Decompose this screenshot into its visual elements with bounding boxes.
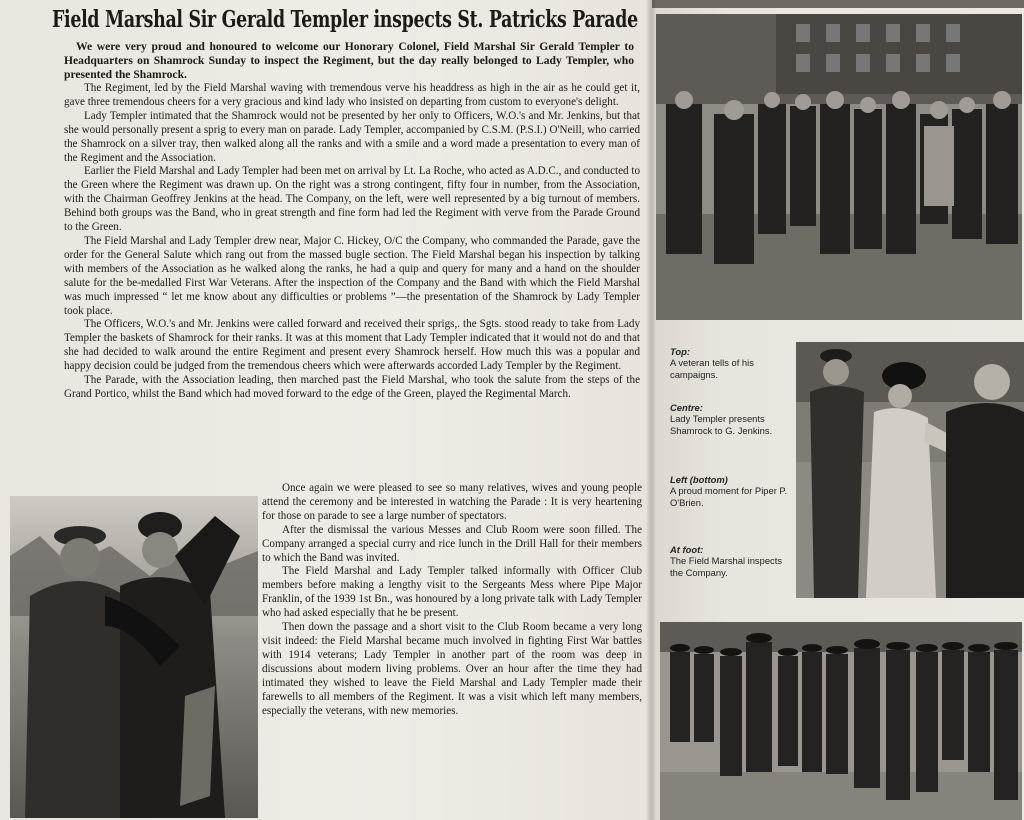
paragraph: Once again we were pleased to see so many relatives, wives and young people attend the ceremony and be interested in watching the Parade : It is very heartening for those on parade to see a large number of spectators. [262,482,642,522]
caption-text: A veteran tells of his campaigns. [670,357,754,380]
photo-company-inspection [660,622,1022,820]
caption-label: Centre: [670,402,703,413]
intro-text: We were very proud and honoured to welcome our Honorary Colonel, Field Marshal Sir Gerald Templer to Headquarters on Shamrock Sunday to inspect the Regiment, but the day really belonged to Lady Templer, who presented the Shamrock. [64,40,634,81]
paragraph: Earlier the Field Marshal and Lady Templer had been met on arrival by Lt. La Roche, who acted as A.D.C., and conducted to the Green where the Regiment was drawn up. On the right was a strong contingent, fifty four in number, from the Association, with the Chairman Geoffrey Jenkins at the head. The Company, on the left, were well represented by a big turnout of members. Behind both groups was the Band, who in great strength and fine form had led the Regiment with verve from the Parade Ground to the Green. [64,165,640,234]
caption-foot [670,544,790,578]
caption-label: Left (bottom) [670,474,728,485]
photo-piper [10,496,258,818]
paragraph: Lady Templer intimated that the Shamrock would not be presented by her only to Officers, W.O.'s and Mr. Jenkins, but that she would personally present a sprig to every man on parade. Lady Templer, accompanied by C.S.M. (P.S.I.) O'Neill, who carried the Shamrock on a silver tray, then walked along all the ranks and with a smile and a word made a presentation to every man of the Regiment and the Association. [64,109,640,164]
article-body-top [64,82,640,482]
caption-centre [670,402,790,436]
caption-top [670,346,790,380]
caption-label: At foot: [670,544,704,555]
intro-paragraph [64,40,634,82]
paragraph: The Parade, with the Association leading, then marched past the Field Marshal, who took the salute from the steps of the Grand Portico, whilst the Band which had moved forward to the edge of the Green, played the Regimental March. [64,374,640,400]
caption-label: Top: [670,346,690,357]
caption-text: The Field Marshal inspects the Company. [670,555,783,578]
photo-veteran [656,14,1022,320]
paragraph: After the dismissal the various Messes and Club Room were soon filled. The Company arranged a special curry and rice lunch in the Drill Hall for their members to which the Band was invited. [262,523,642,564]
headline: Field Marshal Sir Gerald Templer inspects St. Patricks Parade [52,6,638,33]
photo-shamrock-presentation [796,342,1024,598]
caption-text: A proud moment for Piper P. O'Brien. [670,485,788,508]
page-gutter [646,0,656,820]
paragraph: The Regiment, led by the Field Marshal waving with tremendous verve his headdress as high in the air as he could get it, gave three tremendous cheers for a very gracious and kind lady who insisted on departing from custom to everyone's delight. [64,82,640,108]
paragraph: The Field Marshal and Lady Templer drew near, Major C. Hickey, O/C the Company, who commanded the Parade, gave the order for the General Salute which rang out from the massed bugle section. The Field Marshal began his inspection by talking with members of the Association as he walked along the ranks, he had a quip and query for many and a hand on the shoulder salute for the be-medalled First War Veterans. After the inspection of the Company and the Band with which the Field Marshal was much impressed “ let me know about any difficulties or problems ”—the presentation of the Shamrock by Lady Templer took place. [64,234,640,317]
article-body-continued [262,482,642,772]
caption-left-bottom [670,474,790,508]
paragraph: The Field Marshal and Lady Templer talked informally with Officer Club members before making a lengthy visit to the Sergeants Mess where Pipe Major Franklin, of the 1939 1st Bn., was honoured by a long private talk with Lady Templer who had asked especially that he be present. [262,565,642,620]
paragraph: The Officers, W.O.'s and Mr. Jenkins were called forward and received their sprigs,. the Sgts. stood ready to take from Lady Templer the baskets of Shamrock for their ranks. It was at this moment that Lady Templer indicated that it would not do and that she had decided to walk around the entire Regiment and present every Shamrock herself. How much this was a popular and happy decision could be judged from the tremendous cheers which were afterwards accorded Lady Templer by the Regiment. [64,318,640,373]
caption-text: Lady Templer presents Shamrock to G. Jenkins. [670,413,773,436]
paragraph: Then down the passage and a short visit to the Club Room became a very long visit indeed: the Field Marshal became much involved in fighting First War battles with 1914 veterans; Lady Templer in another part of the room was deep in discussions about modern living problems. Over an hour after the time they had intimated they wished to leave the Field Marshal and Lady Templer made their farewells to all members of the Regiment. It was a visit which left many members, especially the veterans, with new memories. [262,621,642,717]
